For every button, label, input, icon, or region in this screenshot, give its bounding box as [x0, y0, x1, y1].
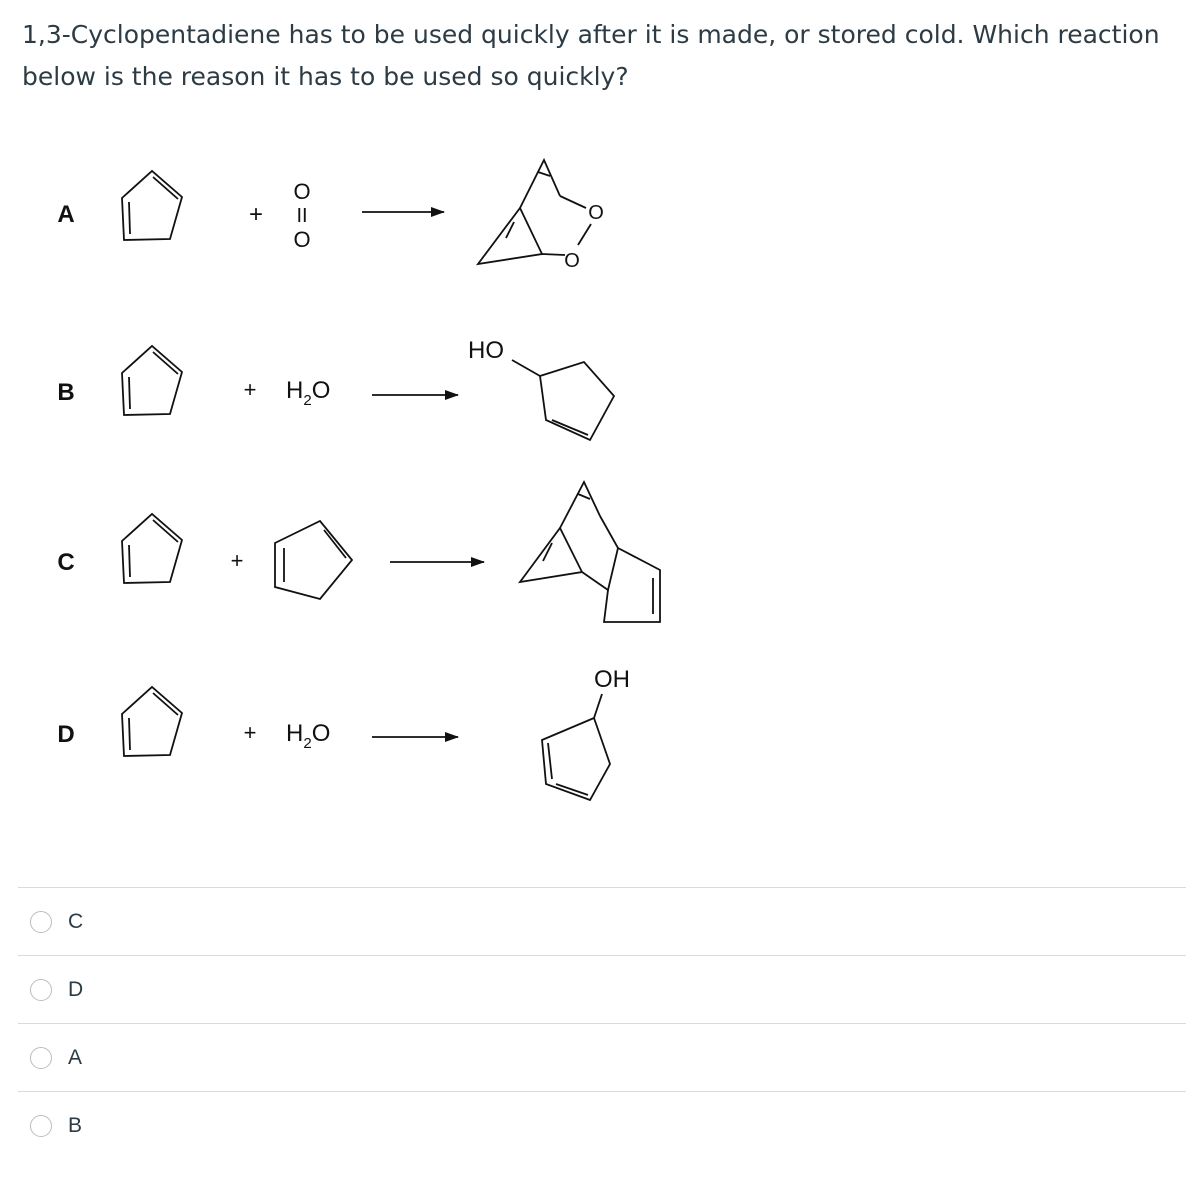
- answer-label: C: [68, 909, 84, 933]
- water-b: $H_2O$: [286, 377, 331, 409]
- cyclopentadiene-a: [122, 171, 182, 240]
- radio-button[interactable]: [30, 1115, 52, 1137]
- peroxide-oxygen-1: O: [588, 202, 604, 224]
- dioxygen-a: [293, 179, 310, 252]
- cyclopentenol-product-d: [542, 694, 610, 800]
- answer-option-c[interactable]: [18, 887, 1186, 955]
- reaction-label-d: D: [57, 721, 75, 748]
- dicyclopentadiene-product-c: [520, 482, 660, 622]
- reaction-label-b: B: [57, 379, 75, 406]
- cyclopentadiene-c2: [275, 521, 352, 599]
- reaction-b: [57, 337, 614, 440]
- endoperoxide-product-a: [478, 160, 591, 264]
- hydroxyl-label-d: OH: [594, 666, 630, 693]
- reaction-a: [57, 160, 603, 272]
- hydroxyl-label-b: HO: [468, 337, 504, 364]
- radio-button[interactable]: [30, 1047, 52, 1069]
- plus-sign-a: +: [248, 201, 264, 228]
- plus-sign-b: +: [243, 377, 257, 402]
- answer-label: B: [68, 1113, 83, 1137]
- svg-text:O: O: [293, 227, 311, 252]
- plus-sign-d: +: [243, 720, 257, 745]
- cyclopentenol-product-b: [512, 360, 614, 440]
- reaction-label-c: C: [57, 549, 75, 576]
- plus-sign-c: +: [230, 548, 244, 573]
- answer-option-d[interactable]: [18, 955, 1186, 1023]
- reaction-label-a: A: [57, 201, 75, 228]
- cyclopentadiene-b: [122, 346, 182, 415]
- radio-button[interactable]: [30, 911, 52, 933]
- question-text: 1,3-Cyclopentadiene has to be used quickly after it is made, or stored cold. Which reaction below is the reason it has to be used so quickly?: [22, 20, 1160, 91]
- reaction-c: [57, 482, 660, 622]
- answer-option-a[interactable]: [18, 1023, 1186, 1091]
- water-d: $H_2O$: [286, 720, 331, 752]
- svg-text:II: II: [296, 205, 308, 227]
- svg-text:O: O: [293, 179, 311, 204]
- answer-label: D: [68, 977, 84, 1001]
- answer-option-b[interactable]: [18, 1091, 1186, 1159]
- answer-label: A: [68, 1045, 83, 1069]
- radio-button[interactable]: [30, 979, 52, 1001]
- reaction-d: [57, 666, 630, 800]
- answer-choices: [18, 887, 1186, 1159]
- cyclopentadiene-c1: [122, 514, 182, 583]
- peroxide-oxygen-2: O: [564, 250, 580, 272]
- cyclopentadiene-d: [122, 687, 182, 756]
